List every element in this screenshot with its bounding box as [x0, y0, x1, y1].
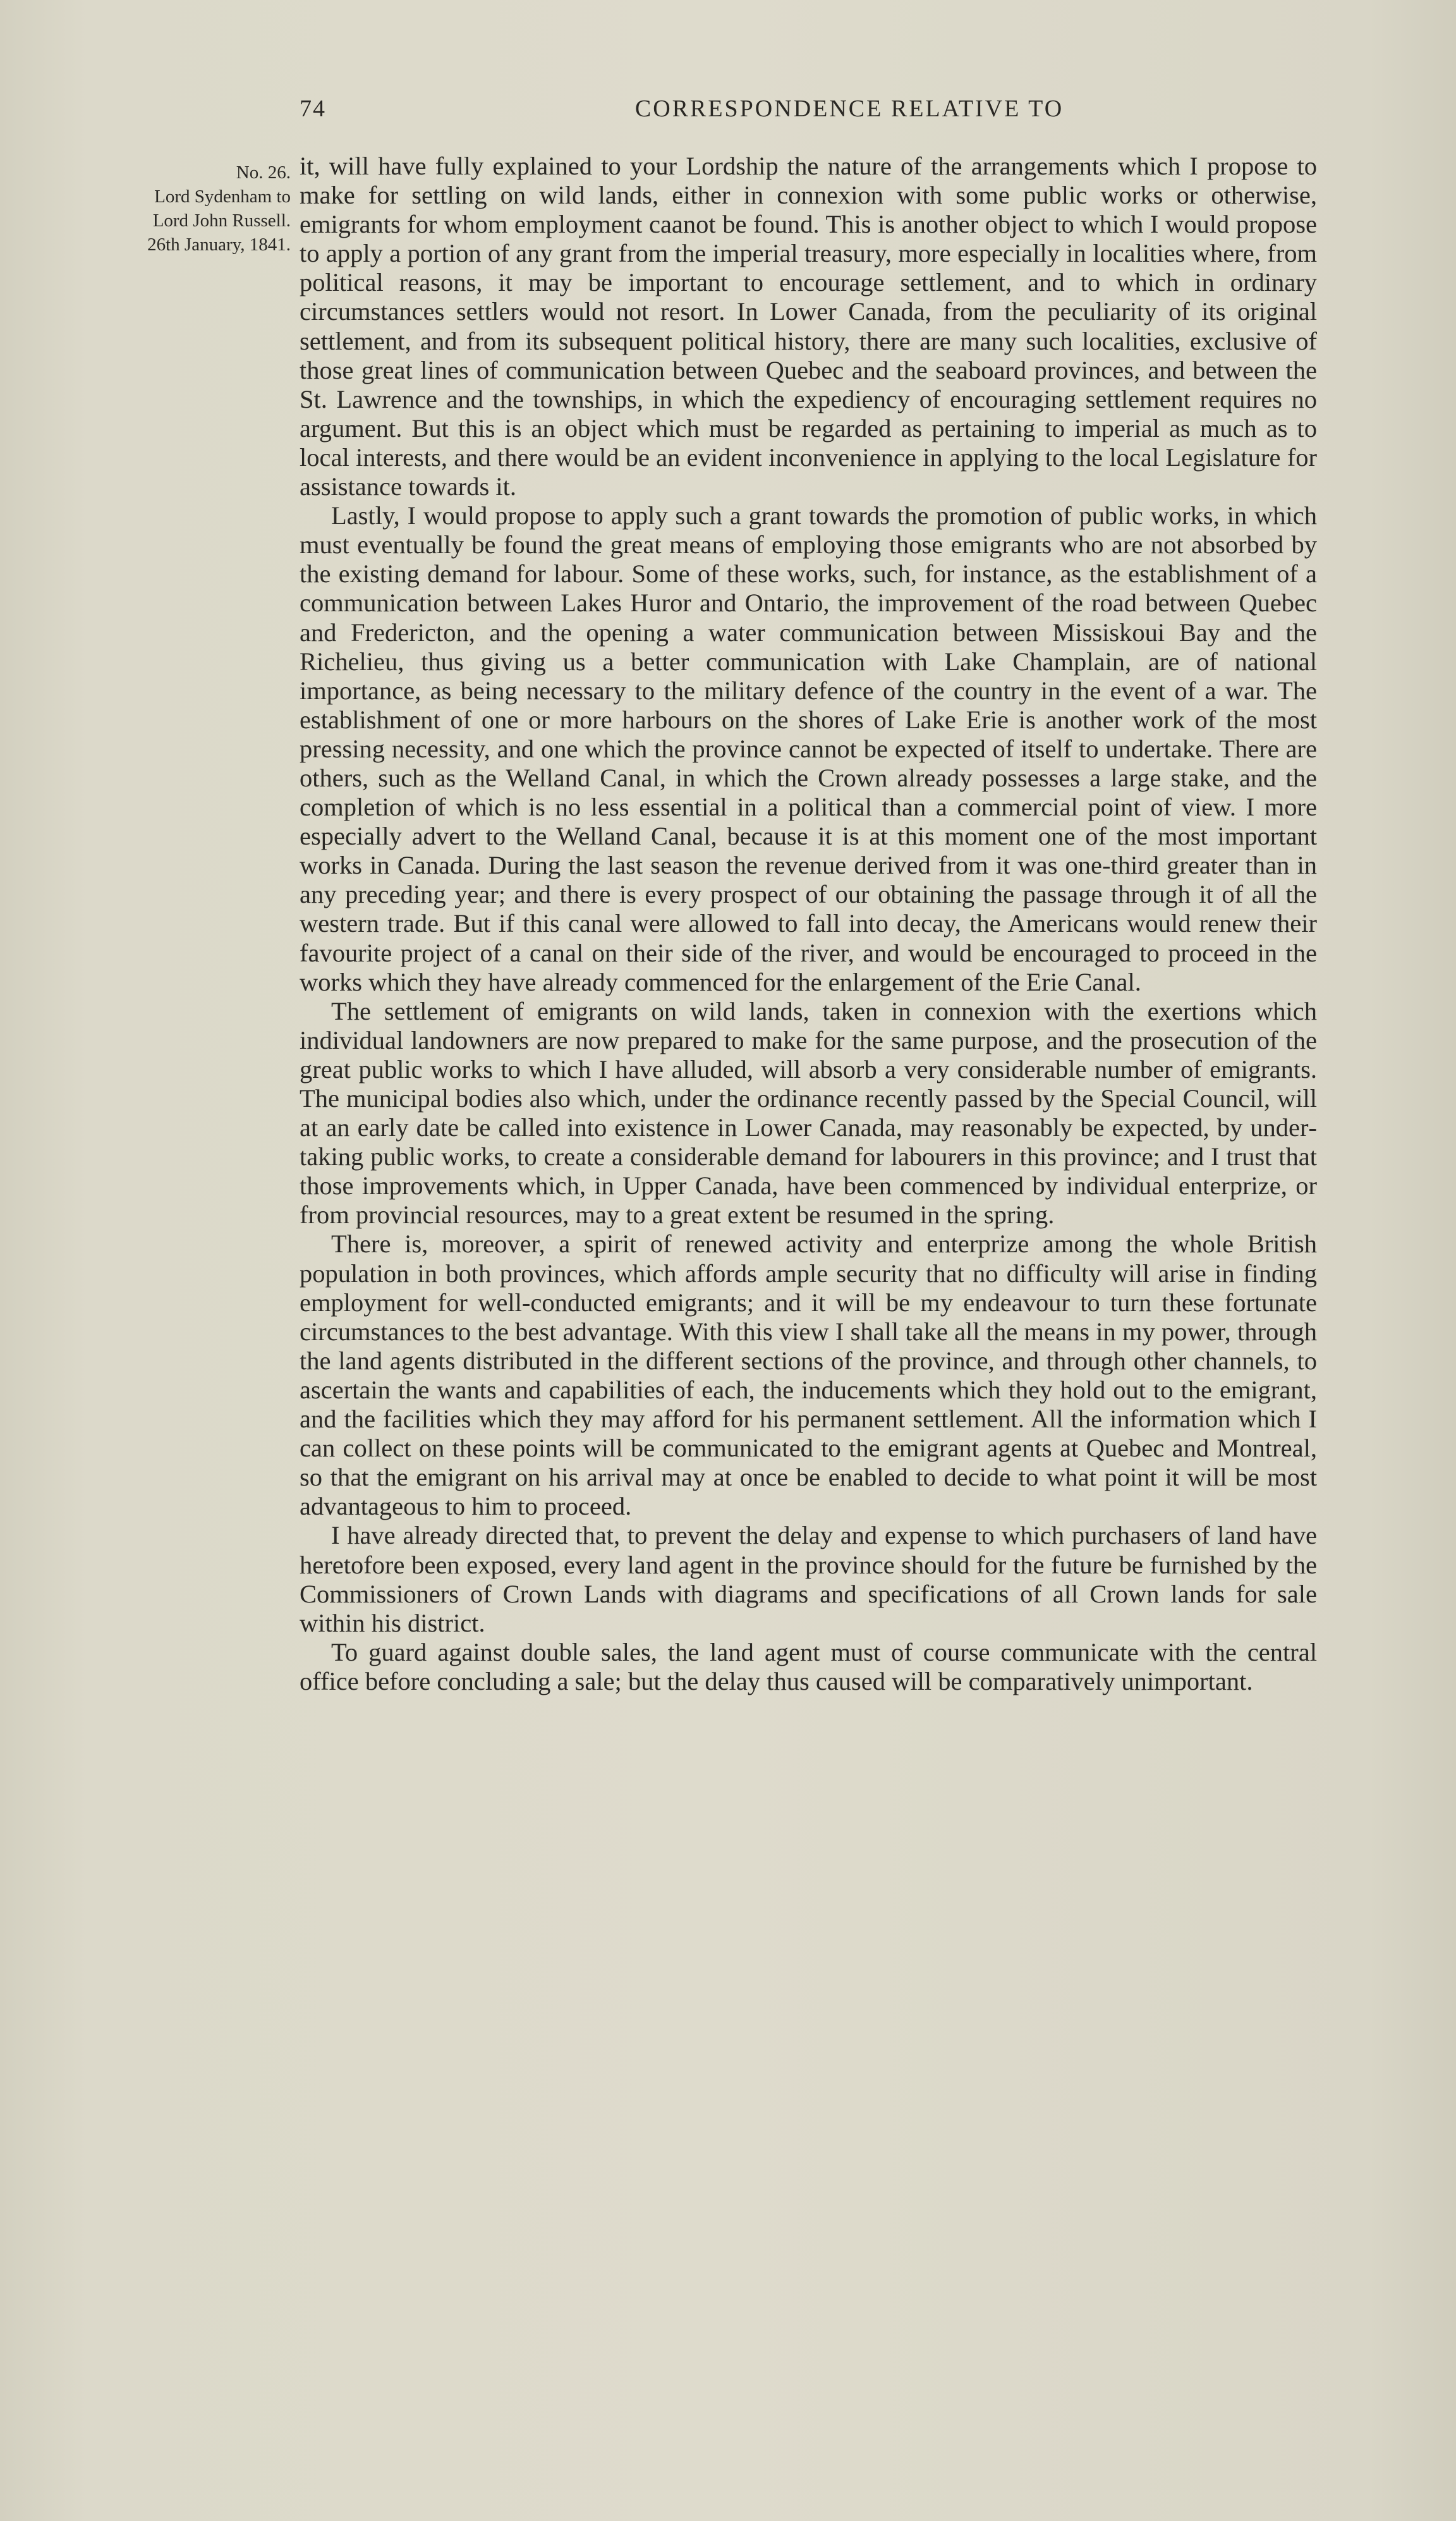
margin-note-to: Lord John Russell.: [152, 211, 291, 231]
body-text: [300, 152, 1317, 1696]
paragraph: To guard against double sales, the land agent must of course communicate with the central office before concluding a sale; but the delay thus caused will be comparatively unimportant.: [300, 1637, 1317, 1695]
margin-note-number: No. 26.: [236, 162, 291, 183]
paragraph: There is, moreover, a spirit of renewed activity and enterprize among the whole British population in both provinces, which affords ample security that no difficulty will arise in finding employment for well-conducted emigrants; and it will be my endeavour to turn these fortunate circumstances to the best advantage. With this view I shall take all the means in my power, through the land agents distributed in the different sections of the province, and through other channels, to ascertain the wants and capabilities of each, the inducements which they hold out to the emigrant, and the facilities which they may afford for his permanent settlement. All the information which I can collect on these points will be communicated to the emigrant agents at Quebec and Montreal, so that the emigrant on his arrival may at once be enabled to decide to what point it will be most advantageous to him to proceed.: [300, 1230, 1317, 1521]
margin-note: [87, 161, 291, 257]
page-number: 74: [300, 95, 326, 122]
margin-note-from: Lord Sydenham to: [154, 186, 291, 207]
page-heading: CORRESPONDENCE RELATIVE TO: [634, 95, 1064, 122]
running-head: [300, 95, 1317, 130]
paragraph: The settlement of emigrants on wild lands, taken in connexion with the exertions which individual landowners are now prepared to make for the same purpose, and the prosecution of the great public works to which I have alluded, will absorb a very considerable number of emigrants. The municipal bodies also which, under the ordinance recently passed by the Special Council, will at an early date be called into existence in Lower Canada, may reasonably be expected, by undertaking public works, to create a considerable demand for labourers in this province; and I trust that those improvements which, in Upper Canada, have been commenced by individual enterprize, or from provincial resources, may to a great extent be resumed in the spring.: [300, 996, 1317, 1230]
paragraph: Lastly, I would propose to apply such a grant towards the promotion of public works, in which must eventually be found the great means of employing those emigrants who are not absorbed by the existing demand for labour. Some of these works, such, for instance, as the establishment of a communication between Lakes Huror and Ontario, the improvement of the road between Quebec and Fredericton, and the opening a water communication between Missiskoui Bay and the Richelieu, thus giving us a better communication with Lake Champlain, are of national importance, as being necessary to the military defence of the country in the event of a war. The establishment of one or more harbours on the shores of Lake Erie is another work of the most pressing necessity, and one which the province cannot be expected of itself to undertake. There are others, such as the Welland Canal, in which the Crown already possesses a large stake, and the completion of which is no less essential in a political than a commercial point of view. I more especially advert to the Welland Canal, because it is at this moment one of the most important works in Canada. During the last season the revenue derived from it was one-third greater than in any preceding year; and there is every prospect of our obtaining the passage through it of all the western trade. But if this canal were allowed to fall into decay, the Americans would renew their favourite project of a canal on their side of the river, and would be encouraged to proceed in the works which they have already commenced for the enlargement of the Erie Canal.: [300, 501, 1317, 996]
paragraph: it, will have fully explained to your Lordship the nature of the arrangements which I propose to make for settling on wild lands, either in connexion with some public works or otherwise, emigrants for whom employment caanot be found. This is another object to which I would propose to apply a portion of any grant from the imperial treasury, more especially in localities where, from political reasons, it may be important to encourage settlement, and to which in ordinary circumstances settlers would not resort. In Lower Canada, from the peculiarity of its original settlement, and from its subsequent political history, there are many such localities, exclusive of those great lines of communication between Quebec and the seaboard provinces, and between the St. Lawrence and the townships, in which the expediency of encouraging settlement requires no argument. But this is an object which must be regarded as pertaining to imperial as much as to local interests, and there would be an evident inconvenience in applying to the local Legislature for assistance towards it.: [300, 152, 1317, 501]
paragraph: I have already directed that, to prevent the delay and expense to which purchasers of land have heretofore been exposed, every land agent in the province should for the future be furnished by the Commissioners of Crown Lands with diagrams and specifications of all Crown lands for sale within his district.: [300, 1521, 1317, 1637]
margin-note-date: 26th January, 1841.: [147, 235, 291, 255]
